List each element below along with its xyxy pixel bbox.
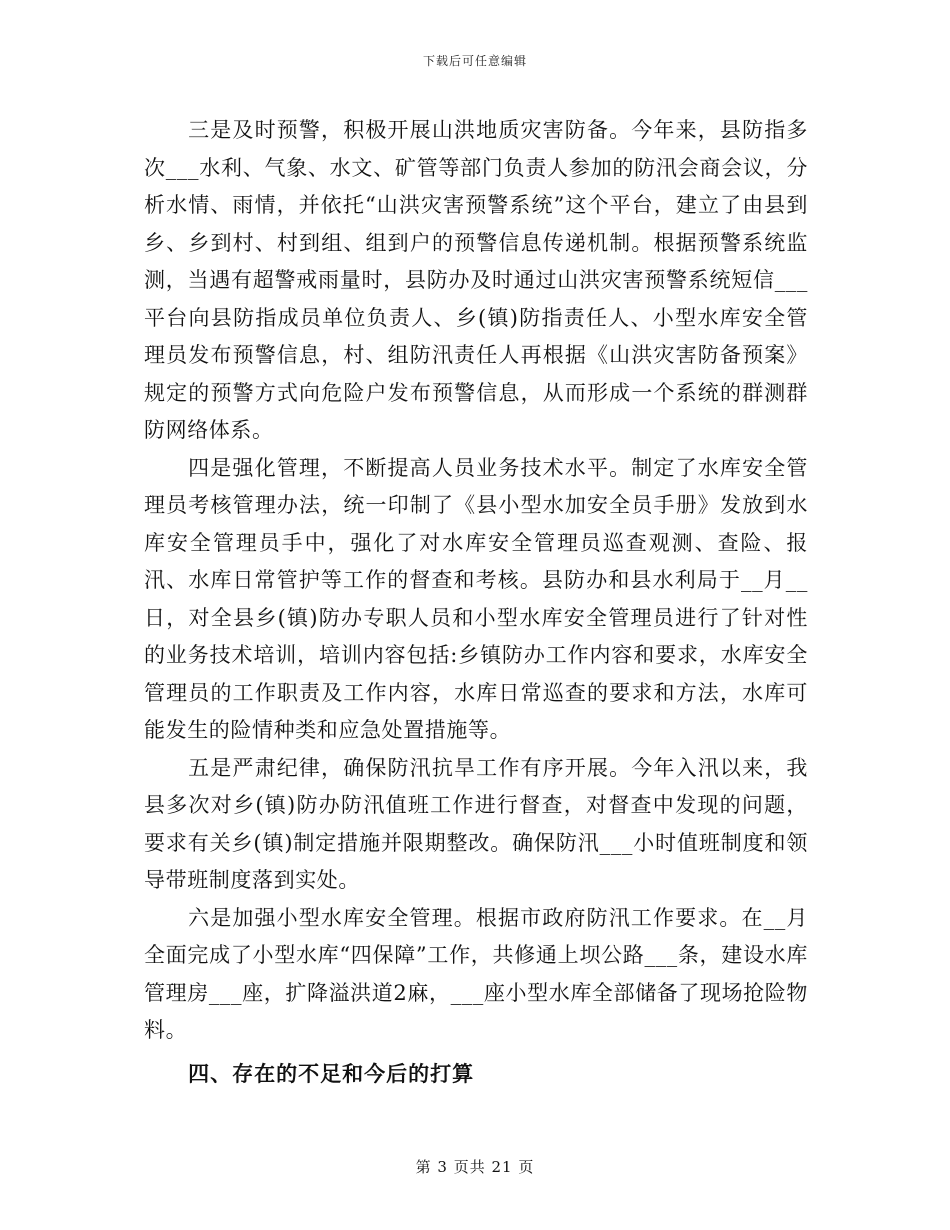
paragraph-reservoir-safety: 六是加强小型水库安全管理。根据市政府防汛工作要求。在__月全面完成了小型水库“四保障”工作，共修通上坝公路___条，建设水库管理房___座，扩降溢洪道2麻，___座小型水库全部储备了现场抢险物料。: [144, 905, 808, 1042]
paragraph-management: 四是强化管理，不断提高人员业务技术水平。制定了水库安全管理员考核管理办法，统一印制了《县小型水加安全员手册》发放到水库安全管理员手中，强化了对水库安全管理员巡查观测、查险、报汛、水库日常管护等工作的督查和考核。县防办和县水利局于__月__日，对全县乡(镇)防办专职人员和小型水库安全管理员进行了针对性的业务技术培训，培训内容包括:乡镇防办工作内容和要求，水库安全管理员的工作职责及工作内容，水库日常巡查的要求和方法，水库可能发生的险情种类和应急处置措施等。: [144, 455, 808, 742]
page-header: 下载后可任意编辑: [422, 54, 527, 68]
paragraph-early-warning: 三是及时预警，积极开展山洪地质灾害防备。今年来，县防指多次___水利、气象、水文、矿管等部门负责人参加的防汛会商会议，分析水情、雨情，并依托“山洪灾害预警系统”这个平台，建立了由县到乡、乡到村、村到组、组到户的预警信息传递机制。根据预警系统监测，当遇有超警戒雨量时，县防办及时通过山洪灾害预警系统短信___平台向县防指成员单位负责人、乡(镇)防指责任人、小型水库安全管理员发布预警信息，村、组防汛责任人再根据《山洪灾害防备预案》规定的预警方式向危险户发布预警信息，从而形成一个系统的群测群防网络体系。: [144, 118, 808, 442]
page-number: 第 3 页共 21 页: [415, 1158, 535, 1176]
document-body: [144, 112, 808, 1093]
section-heading: 四、存在的不足和今后的打算: [188, 1061, 475, 1086]
paragraph-discipline: 五是严肃纪律，确保防汛抗旱工作有序开展。今年入汛以来，我县多次对乡(镇)防办防汛值班工作进行督查，对督查中发现的问题，要求有关乡(镇)制定措施并限期整改。确保防汛___小时值班制度和领导带班制度落到实处。: [144, 755, 808, 892]
